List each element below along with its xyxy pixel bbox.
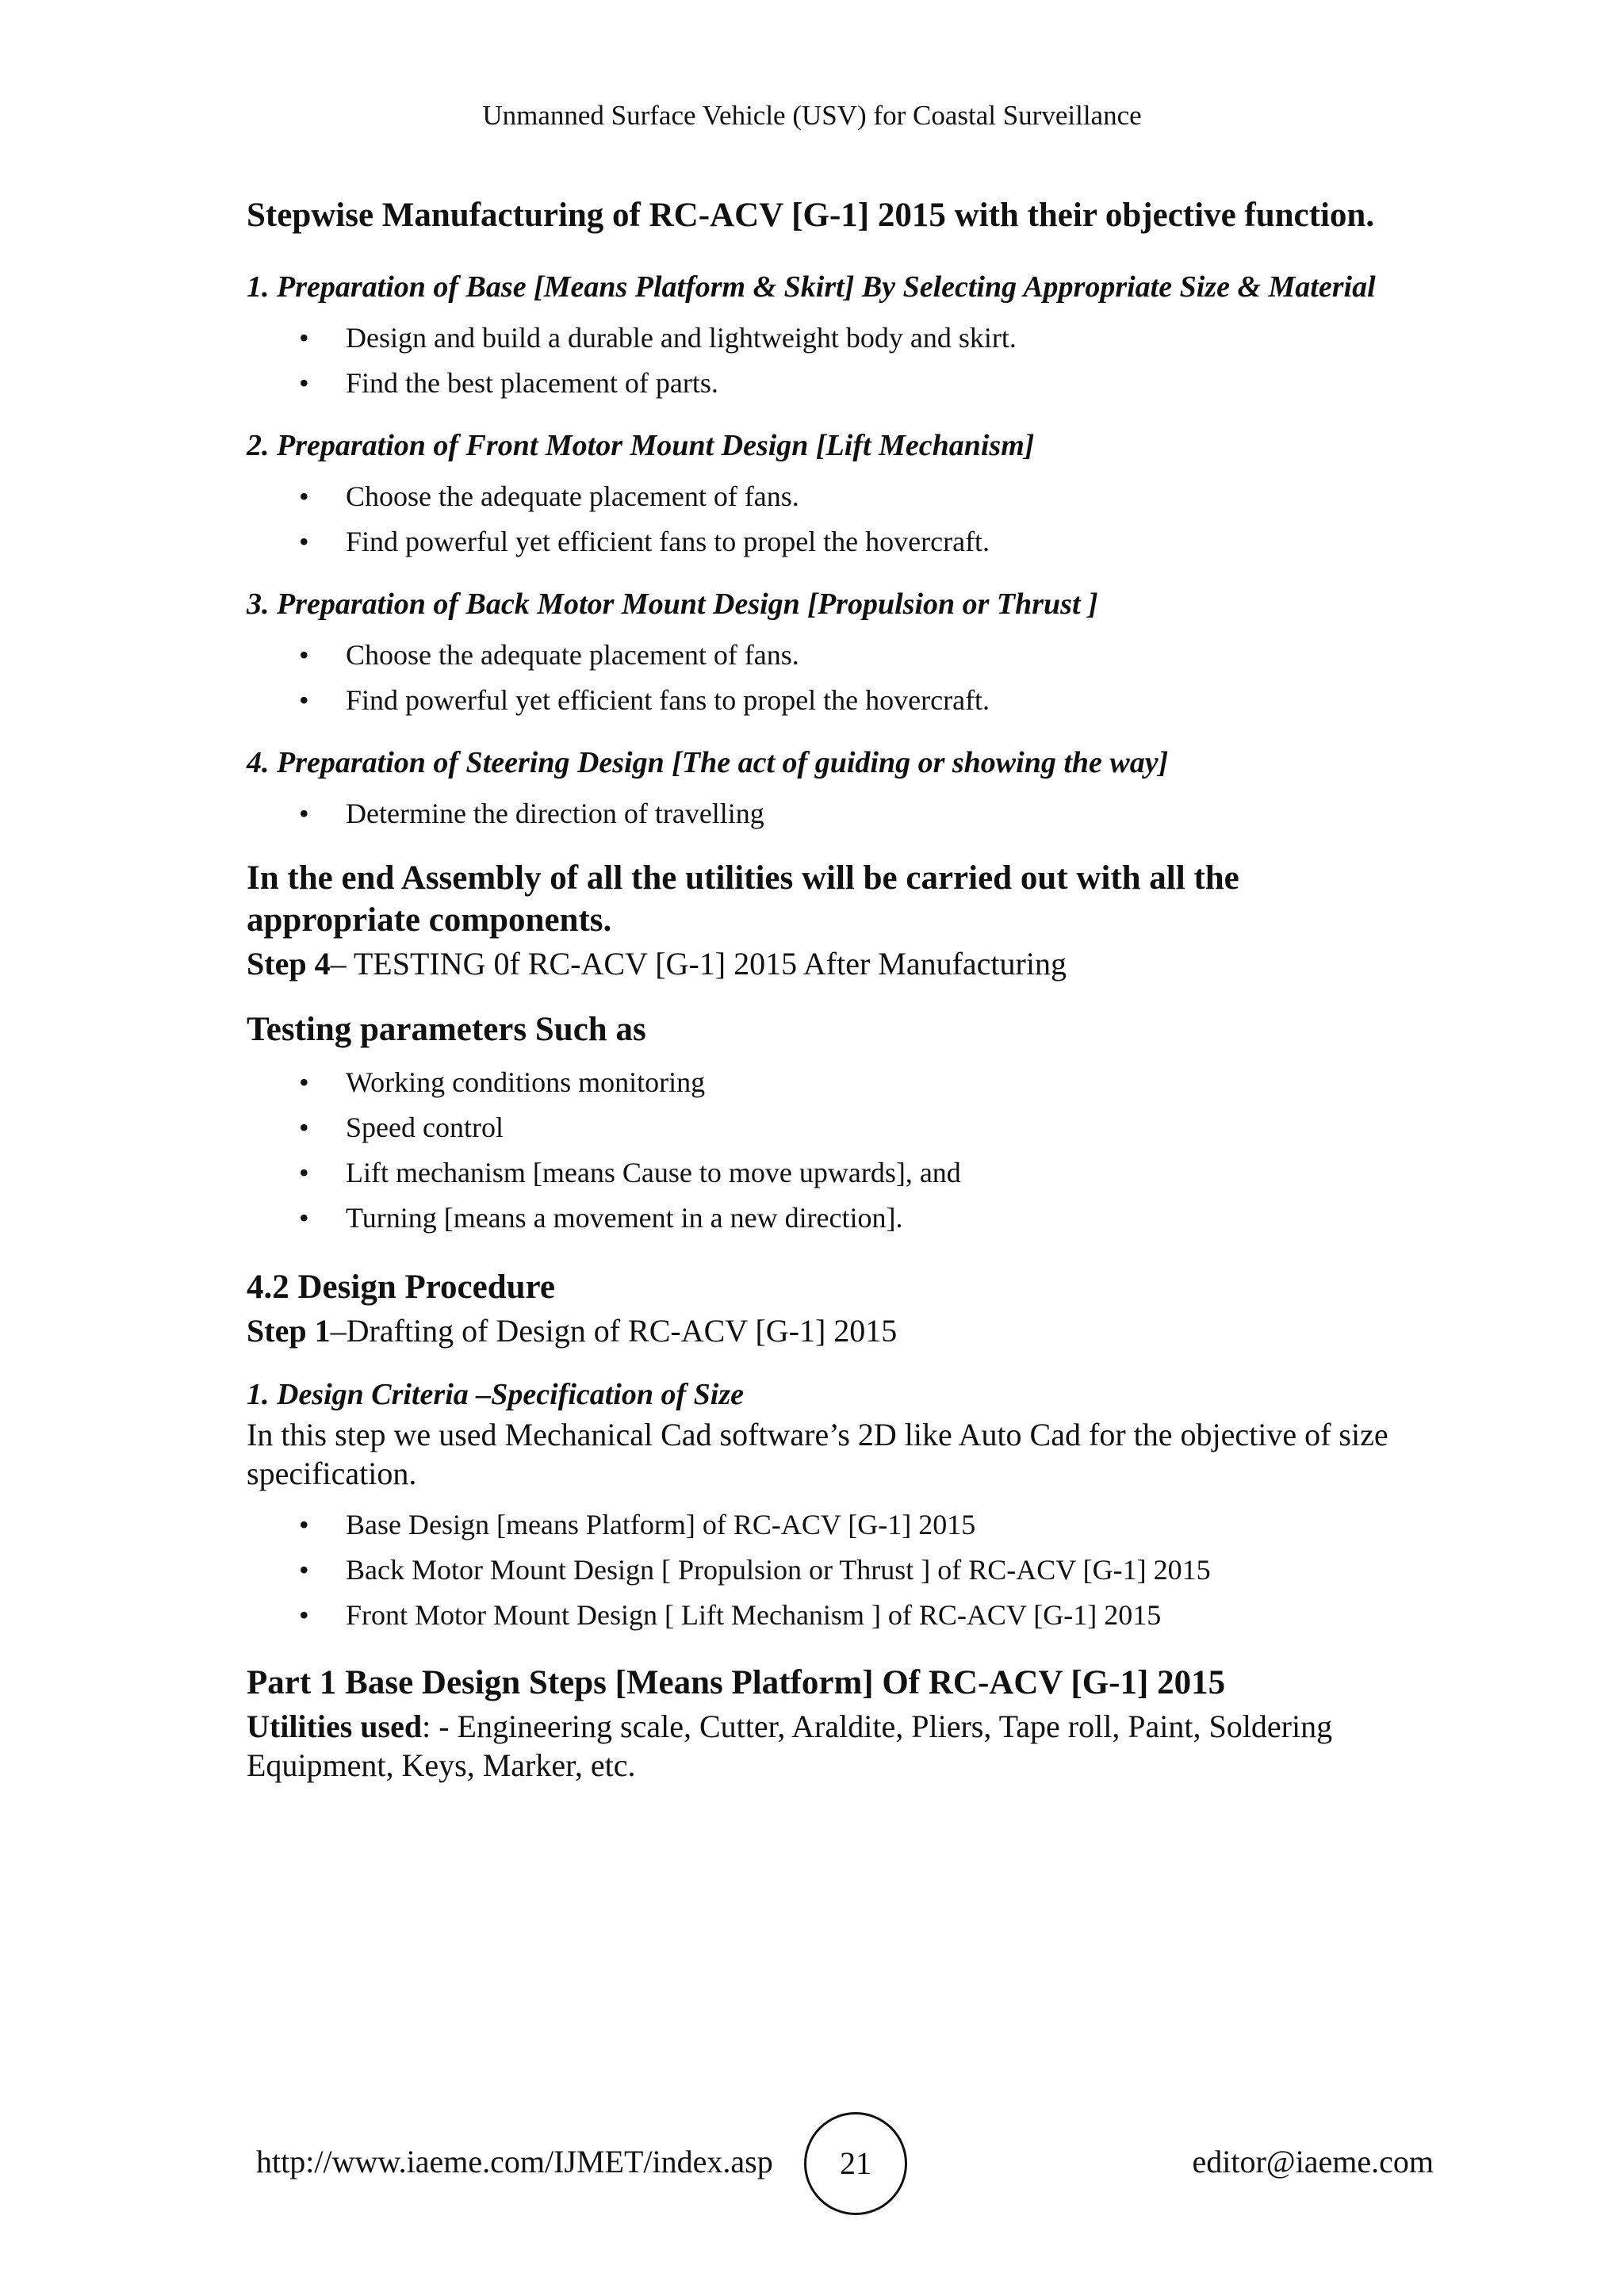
step-1-heading: 1. Preparation of Base [Means Platform & Skirt] By Selecting Appropriate Size & Material [247,270,1376,304]
footer-email-link[interactable]: editor@iaeme.com [1192,2144,1434,2179]
testing-bullets [247,1060,1404,1241]
step-1-bullets [247,316,1404,406]
bullet-icon: • [299,526,309,557]
step-2-bullets [247,474,1404,564]
bullet-icon: • [299,1554,309,1586]
list-item: • Choose the adequate placement of fans. [247,474,1404,519]
page-content [247,194,1404,1785]
part-1-heading: Part 1 Base Design Steps [Means Platform] Of RC-ACV [G-1] 2015 [247,1664,1226,1701]
design-procedure-heading: 4.2 Design Procedure [247,1269,555,1306]
bullet-icon: • [299,367,309,399]
list-item: • Speed control [247,1105,1404,1150]
step-3-heading: 3. Preparation of Back Motor Mount Design [Propulsion or Thrust ] [247,587,1098,621]
testing-step-line [247,944,1404,983]
list-item: • Lift mechanism [means Cause to move upwards], and [247,1150,1404,1196]
list-item: • Choose the adequate placement of fans. [247,633,1404,678]
bullet-icon: • [299,639,309,671]
bullet-icon: • [299,798,309,829]
step-4-label: Step 4 [247,946,331,982]
list-item: • Front Motor Mount Design [ Lift Mechanism ] of RC-ACV [G-1] 2015 [247,1593,1404,1638]
footer-url-link[interactable]: http://www.iaeme.com/IJMET/index.asp [256,2144,773,2179]
page-footer [0,2112,1624,2215]
step-4-bullets [247,791,1404,836]
list-item: • Working conditions monitoring [247,1060,1404,1105]
bullet-icon: • [299,684,309,716]
utilities-label: Utilities used [247,1709,423,1744]
step-2-heading: 2. Preparation of Front Motor Mount Design [Lift Mechanism] [247,429,1035,462]
design-criteria-text: In this step we used Mechanical Cad software’s 2D like Auto Cad for the objective of size specification. [247,1417,1388,1491]
step-1-text: –Drafting of Design of RC-ACV [G-1] 2015 [330,1313,898,1349]
bullet-icon: • [299,1066,309,1098]
bullet-icon: • [299,1509,309,1540]
bullet-icon: • [299,1202,309,1234]
step-1-label: Step 1 [247,1313,331,1349]
drafting-step-line [247,1311,1404,1350]
utilities-text: : - Engineering scale, Cutter, Araldite, Pliers, Tape roll, Paint, Soldering Equipment, Keys, Marker, etc. [247,1709,1333,1783]
bullet-icon: • [299,322,309,354]
design-criteria-heading: 1. Design Criteria –Specification of Size [247,1378,744,1411]
page-number: 21 [804,2112,907,2215]
design-bullets [247,1502,1404,1638]
manufacturing-heading: Stepwise Manufacturing of RC-ACV [G-1] 2015 with their objective function. [247,197,1375,234]
assembly-heading: In the end Assembly of all the utilities will be carried out with all the appropriate components. [247,859,1239,939]
utilities-paragraph [247,1707,1404,1785]
list-item: • Find powerful yet efficient fans to propel the hovercraft. [247,678,1404,723]
list-item: • Back Motor Mount Design [ Propulsion or Thrust ] of RC-ACV [G-1] 2015 [247,1548,1404,1593]
bullet-icon: • [299,480,309,512]
step-3-bullets [247,633,1404,723]
running-header: Unmanned Surface Vehicle (USV) for Coastal Surveillance [482,100,1142,131]
step-4-text: – TESTING 0f RC-ACV [G-1] 2015 After Manufacturing [330,946,1067,982]
bullet-icon: • [299,1112,309,1143]
list-item: • Find powerful yet efficient fans to propel the hovercraft. [247,519,1404,564]
list-item: • Determine the direction of travelling [247,791,1404,836]
testing-heading: Testing parameters Such as [247,1011,646,1048]
list-item: • Find the best placement of parts. [247,361,1404,406]
list-item: • Turning [means a movement in a new direction]. [247,1196,1404,1241]
list-item: • Design and build a durable and lightweight body and skirt. [247,316,1404,361]
list-item: • Base Design [means Platform] of RC-ACV [G-1] 2015 [247,1502,1404,1548]
step-4-heading: 4. Preparation of Steering Design [The act of guiding or showing the way] [247,746,1169,779]
bullet-icon: • [299,1157,309,1188]
bullet-icon: • [299,1599,309,1631]
